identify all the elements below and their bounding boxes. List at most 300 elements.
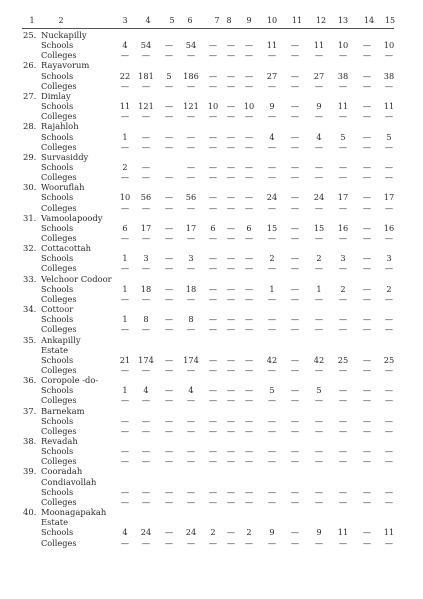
table-cell: 10: [207, 101, 219, 112]
schools-label: Schools: [41, 131, 74, 142]
column-header: 10: [266, 16, 278, 25]
table-cell: —: [338, 385, 348, 396]
table-cell: 2: [122, 161, 128, 172]
table-cell: —: [384, 314, 394, 325]
table-cell: —: [226, 283, 236, 294]
table-cell: —: [290, 192, 300, 203]
place-name: Estate: [41, 344, 69, 355]
table-cell: —: [290, 354, 300, 365]
table-cell: 1: [122, 314, 128, 325]
table-cell: —: [362, 283, 372, 294]
schools-label: Schools: [41, 222, 74, 233]
table-cell: —: [244, 364, 254, 375]
table-cell: —: [141, 486, 151, 497]
table-cell: 10: [337, 40, 349, 51]
table-cell: —: [208, 456, 218, 467]
table-cell: 54: [140, 40, 152, 51]
table-cell: —: [362, 324, 372, 335]
table-cell: —: [290, 131, 300, 142]
table-cell: 25: [383, 354, 395, 365]
schools-label: Schools: [41, 385, 74, 396]
table-cell: —: [164, 192, 174, 203]
table-cell: —: [314, 324, 324, 335]
table-cell: —: [120, 395, 130, 406]
table-cell: —: [362, 101, 372, 112]
table-cell: —: [362, 80, 372, 91]
table-cell: —: [226, 395, 236, 406]
table-cell: —: [226, 527, 236, 538]
column-header: 14: [363, 16, 375, 25]
schools-label: Schools: [41, 354, 74, 365]
table-cell: —: [362, 202, 372, 213]
table-cell: —: [338, 415, 348, 426]
place-name: Coropole -do-: [41, 375, 99, 386]
table-cell: —: [164, 385, 174, 396]
table-cell: —: [164, 425, 174, 436]
place-name: Rajahloh: [41, 121, 79, 132]
table-cell: 16: [383, 222, 395, 233]
table-cell: —: [226, 425, 236, 436]
table-cell: —: [384, 324, 394, 335]
table-cell: 6: [122, 222, 128, 233]
table-cell: 1: [122, 283, 128, 294]
table-cell: —: [267, 364, 277, 375]
row-number: 26.: [23, 60, 37, 71]
table-cell: —: [244, 141, 254, 152]
table-cell: 11: [266, 40, 278, 51]
table-cell: —: [338, 425, 348, 436]
table-cell: 5: [166, 70, 172, 81]
table-cell: —: [226, 263, 236, 274]
schools-label: Schools: [41, 283, 74, 294]
table-cell: —: [141, 263, 151, 274]
colleges-label: Colleges: [41, 293, 77, 304]
table-cell: —: [244, 283, 254, 294]
table-cell: 4: [122, 40, 128, 51]
table-cell: —: [244, 293, 254, 304]
place-name: Vamoolapoody: [41, 212, 103, 223]
schools-label: Schools: [41, 161, 74, 172]
schools-label: Schools: [41, 253, 74, 264]
table-cell: —: [226, 354, 236, 365]
table-cell: 1: [316, 283, 322, 294]
column-header: 5: [169, 16, 175, 25]
table-cell: —: [186, 131, 196, 142]
table-cell: 21: [119, 354, 131, 365]
table-cell: —: [244, 415, 254, 426]
table-cell: —: [384, 425, 394, 436]
table-cell: 38: [337, 70, 349, 81]
table-cell: —: [267, 456, 277, 467]
table-cell: —: [290, 496, 300, 507]
colleges-label: Colleges: [41, 425, 77, 436]
table-cell: —: [120, 415, 130, 426]
table-cell: —: [290, 293, 300, 304]
table-cell: —: [208, 364, 218, 375]
table-cell: —: [314, 537, 324, 548]
table-cell: —: [226, 70, 236, 81]
place-name: Cooradah: [41, 466, 83, 477]
table-cell: —: [244, 202, 254, 213]
table-cell: —: [314, 364, 324, 375]
table-cell: 10: [383, 40, 395, 51]
table-cell: —: [141, 111, 151, 122]
table-cell: 42: [313, 354, 325, 365]
colleges-label: Colleges: [41, 233, 77, 243]
table-cell: —: [186, 425, 196, 436]
table-cell: —: [244, 131, 254, 142]
colleges-label: Colleges: [41, 456, 77, 467]
table-cell: —: [384, 496, 394, 507]
place-name: Moonagapakah: [41, 507, 107, 518]
table-cell: —: [120, 446, 130, 457]
table-cell: 42: [266, 354, 278, 365]
table-cell: —: [208, 314, 218, 325]
table-cell: —: [244, 233, 254, 243]
table-cell: —: [362, 70, 372, 81]
table-cell: 2: [246, 527, 252, 538]
table-cell: —: [208, 293, 218, 304]
table-cell: —: [267, 446, 277, 457]
table-cell: —: [290, 161, 300, 172]
table-cell: —: [290, 80, 300, 91]
table-cell: —: [226, 222, 236, 233]
table-cell: —: [186, 456, 196, 467]
table-cell: —: [338, 446, 348, 457]
table-cell: —: [226, 314, 236, 325]
column-header: 3: [122, 16, 128, 25]
table-cell: —: [384, 364, 394, 375]
table-cell: —: [290, 111, 300, 122]
table-cell: —: [226, 233, 236, 243]
column-header: 2: [58, 16, 64, 25]
table-cell: —: [244, 111, 254, 122]
table-cell: —: [290, 50, 300, 61]
table-cell: 2: [340, 283, 346, 294]
table-cell: —: [141, 496, 151, 507]
table-cell: —: [141, 80, 151, 91]
table-cell: —: [226, 293, 236, 304]
place-name: Barnekam: [41, 405, 85, 416]
table-cell: 56: [185, 192, 197, 203]
table-cell: —: [226, 131, 236, 142]
table-cell: —: [120, 202, 130, 213]
table-cell: —: [226, 192, 236, 203]
schools-label: Schools: [41, 415, 74, 426]
table-cell: —: [362, 263, 372, 274]
table-cell: —: [226, 415, 236, 426]
table-cell: —: [290, 70, 300, 81]
colleges-label: Colleges: [41, 364, 77, 375]
table-cell: —: [244, 425, 254, 436]
table-cell: 5: [340, 131, 346, 142]
table-cell: —: [164, 141, 174, 152]
table-cell: —: [384, 50, 394, 61]
table-cell: —: [362, 385, 372, 396]
table-cell: —: [267, 111, 277, 122]
table-cell: —: [141, 446, 151, 457]
table-cell: —: [338, 80, 348, 91]
table-cell: —: [290, 415, 300, 426]
table-cell: —: [314, 314, 324, 325]
table-cell: —: [244, 537, 254, 548]
table-cell: —: [338, 456, 348, 467]
schools-label: Schools: [41, 527, 74, 538]
table-cell: —: [120, 324, 130, 335]
table-cell: —: [120, 263, 130, 274]
row-number: 35.: [23, 334, 37, 345]
place-name: Cottacottah: [41, 243, 92, 254]
place-name: Nuckapilly: [41, 30, 87, 40]
table-cell: —: [141, 456, 151, 467]
table-cell: —: [244, 496, 254, 507]
table-cell: —: [164, 253, 174, 264]
table-cell: —: [338, 364, 348, 375]
table-cell: —: [290, 425, 300, 436]
table-cell: —: [314, 293, 324, 304]
table-cell: —: [290, 446, 300, 457]
table-cell: —: [338, 314, 348, 325]
table-cell: —: [362, 527, 372, 538]
table-cell: —: [208, 233, 218, 243]
table-cell: —: [267, 537, 277, 548]
table-cell: —: [362, 50, 372, 61]
table-cell: 174: [183, 354, 199, 365]
table-cell: —: [314, 446, 324, 457]
table-cell: —: [384, 172, 394, 183]
table-cell: 17: [337, 192, 349, 203]
table-cell: —: [314, 486, 324, 497]
colleges-label: Colleges: [41, 50, 77, 61]
table-cell: —: [362, 192, 372, 203]
table-cell: —: [164, 283, 174, 294]
table-cell: —: [384, 80, 394, 91]
table-cell: —: [314, 395, 324, 406]
table-cell: —: [186, 324, 196, 335]
table-cell: —: [362, 131, 372, 142]
table-cell: 5: [269, 385, 275, 396]
place-name: Revadah: [41, 436, 78, 446]
schools-label: Schools: [41, 40, 74, 51]
table-cell: —: [164, 395, 174, 406]
table-cell: 17: [383, 192, 395, 203]
table-cell: —: [338, 496, 348, 507]
table-cell: 24: [140, 527, 152, 538]
table-cell: —: [290, 385, 300, 396]
column-header: 12: [315, 16, 327, 25]
table-cell: —: [120, 293, 130, 304]
table-cell: —: [267, 50, 277, 61]
table-cell: —: [226, 496, 236, 507]
row-number: 38.: [23, 436, 37, 446]
table-cell: —: [362, 395, 372, 406]
table-cell: —: [164, 415, 174, 426]
table-cell: —: [226, 537, 236, 548]
table-cell: —: [290, 456, 300, 467]
table-cell: 8: [143, 314, 149, 325]
table-cell: —: [141, 141, 151, 152]
table-cell: —: [120, 537, 130, 548]
table-cell: 18: [185, 283, 197, 294]
table-cell: —: [120, 50, 130, 61]
table-cell: —: [164, 354, 174, 365]
table-cell: —: [208, 425, 218, 436]
table-cell: —: [244, 70, 254, 81]
table-cell: —: [226, 161, 236, 172]
table-cell: —: [384, 456, 394, 467]
table-cell: —: [141, 324, 151, 335]
table-cell: —: [314, 425, 324, 436]
table-cell: —: [164, 364, 174, 375]
table-cell: —: [164, 222, 174, 233]
table-cell: —: [338, 202, 348, 213]
table-cell: 24: [185, 527, 197, 538]
table-cell: 11: [119, 101, 131, 112]
table-cell: —: [164, 324, 174, 335]
table-cell: —: [338, 486, 348, 497]
table-cell: 181: [138, 70, 154, 81]
table-cell: —: [141, 425, 151, 436]
table-cell: —: [338, 263, 348, 274]
table-cell: —: [120, 233, 130, 243]
row-number: 28.: [23, 121, 37, 132]
table-cell: —: [164, 101, 174, 112]
table-cell: 3: [188, 253, 194, 264]
table-cell: 4: [122, 527, 128, 538]
table-cell: —: [186, 293, 196, 304]
row-number: 40.: [23, 507, 37, 518]
table-cell: —: [314, 415, 324, 426]
table-cell: —: [208, 385, 218, 396]
colleges-label: Colleges: [41, 141, 77, 152]
row-number: 32.: [23, 243, 37, 254]
table-cell: —: [186, 446, 196, 457]
table-cell: —: [244, 395, 254, 406]
table-cell: —: [186, 172, 196, 183]
table-cell: —: [338, 537, 348, 548]
table-cell: —: [208, 141, 218, 152]
table-cell: —: [314, 202, 324, 213]
table-cell: —: [314, 50, 324, 61]
table-cell: —: [290, 324, 300, 335]
table-cell: —: [267, 263, 277, 274]
table-cell: 3: [143, 253, 149, 264]
table-cell: —: [384, 395, 394, 406]
table-cell: —: [384, 263, 394, 274]
table-cell: —: [164, 202, 174, 213]
table-cell: —: [338, 395, 348, 406]
colleges-label: Colleges: [41, 537, 77, 548]
table-cell: 4: [269, 131, 275, 142]
place-name: Estate: [41, 517, 69, 528]
table-cell: —: [208, 263, 218, 274]
table-cell: —: [208, 50, 218, 61]
table-cell: —: [226, 385, 236, 396]
table-cell: —: [208, 80, 218, 91]
table-cell: —: [164, 40, 174, 51]
table-cell: —: [290, 537, 300, 548]
table-cell: 11: [313, 40, 325, 51]
table-cell: —: [338, 111, 348, 122]
table-cell: 54: [185, 40, 197, 51]
table-cell: —: [226, 50, 236, 61]
table-cell: 2: [386, 283, 392, 294]
colleges-label: Colleges: [41, 324, 77, 335]
table-cell: —: [164, 496, 174, 507]
colleges-label: Colleges: [41, 172, 77, 183]
table-cell: —: [226, 253, 236, 264]
table-cell: 9: [269, 527, 275, 538]
table-cell: —: [226, 486, 236, 497]
table-cell: —: [362, 293, 372, 304]
row-number: 36.: [23, 375, 37, 386]
table-cell: 174: [138, 354, 154, 365]
table-cell: —: [267, 324, 277, 335]
table-cell: —: [120, 80, 130, 91]
table-cell: —: [208, 131, 218, 142]
table-cell: —: [314, 456, 324, 467]
table-cell: —: [267, 161, 277, 172]
table-cell: —: [226, 202, 236, 213]
table-cell: 2: [316, 253, 322, 264]
table-cell: —: [226, 324, 236, 335]
table-cell: 186: [183, 70, 199, 81]
table-cell: 1: [269, 283, 275, 294]
table-cell: —: [267, 496, 277, 507]
table-cell: —: [186, 496, 196, 507]
table-cell: 15: [266, 222, 278, 233]
table-cell: 9: [316, 101, 322, 112]
table-cell: —: [338, 233, 348, 243]
table-cell: 6: [210, 222, 216, 233]
table-cell: —: [164, 293, 174, 304]
table-cell: —: [164, 314, 174, 325]
table-cell: 11: [337, 101, 349, 112]
table-cell: 2: [210, 527, 216, 538]
table-cell: —: [186, 364, 196, 375]
row-number: 27.: [23, 90, 37, 101]
table-cell: 1: [122, 131, 128, 142]
table-cell: —: [120, 456, 130, 467]
table-cell: —: [267, 80, 277, 91]
table-cell: 24: [313, 192, 325, 203]
table-cell: —: [362, 141, 372, 152]
table-cell: —: [362, 354, 372, 365]
table-cell: —: [186, 486, 196, 497]
place-name: Rayavorum: [41, 60, 90, 71]
table-cell: —: [244, 486, 254, 497]
table-cell: 56: [140, 192, 152, 203]
table-cell: —: [226, 446, 236, 457]
colleges-label: Colleges: [41, 395, 77, 406]
table-cell: —: [244, 50, 254, 61]
table-cell: —: [141, 233, 151, 243]
table-cell: —: [208, 395, 218, 406]
table-cell: —: [186, 233, 196, 243]
table-cell: —: [267, 202, 277, 213]
table-cell: 3: [386, 253, 392, 264]
place-name: Dimlay: [41, 90, 71, 101]
table-cell: —: [141, 50, 151, 61]
table-cell: —: [338, 161, 348, 172]
table-cell: —: [384, 141, 394, 152]
table-cell: —: [362, 253, 372, 264]
column-header: 7: [214, 16, 220, 25]
table-cell: 121: [138, 101, 154, 112]
table-cell: —: [141, 131, 151, 142]
table-cell: —: [120, 172, 130, 183]
table-cell: 5: [386, 131, 392, 142]
